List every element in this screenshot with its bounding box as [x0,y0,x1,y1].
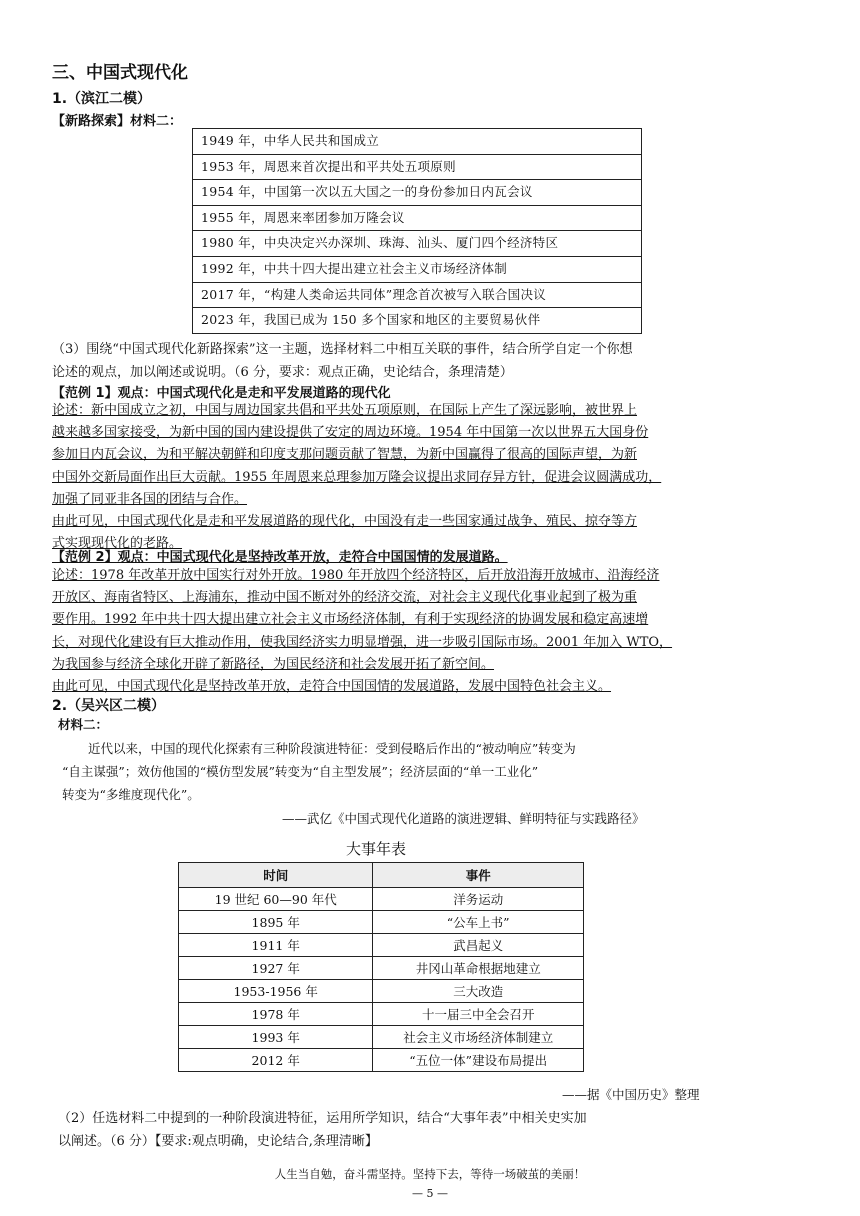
example-2-title: 【范例 2】观点：中国式现代化是坚持改革开放，走符合中国国情的发展道路。 [52,550,508,565]
table-row [179,934,584,957]
q1-material-label: 【新路探索】材料二： [52,114,183,129]
q1-question-line: （3）围绕“中国式现代化新路探索”这一主题，选择材料二中相互关联的事件，结合所学自定一个你想 [52,342,633,357]
timeline-row: 2017 年，“构建人类命运共同体”理念首次被写入联合国决议 [193,283,641,309]
table-row [179,911,584,934]
text-line: 为我国参与经济全球化开辟了新路径，为国民经济和社会发展开拓了新空间。 [52,656,495,672]
event-cell: 十一届三中全会召开 [373,1003,584,1026]
table-row [179,1003,584,1026]
table-source: ——据《中国历史》整理 [562,1087,700,1102]
timeline-row: 2023 年，我国已成为 150 多个国家和地区的主要贸易伙伴 [201,312,541,328]
time-cell: 1927 年 [179,957,373,980]
text-line: 由此可见，中国式现代化是坚持改革开放，走符合中国国情的发展道路，发展中国特色社会主义。 [52,679,612,695]
event-cell: 社会主义市场经济体制建立 [373,1026,584,1049]
table-header: 时间 [179,863,373,888]
example-1-title: 【范例 1】观点：中国式现代化是走和平发展道路的现代化 [52,386,391,401]
timeline-row: 1953 年，周恩来首次提出和平共处五项原则 [193,155,641,181]
timeline-row: 1980 年，中央决定兴办深圳、珠海、汕头、厦门四个经济特区 [193,231,641,257]
q2-question-line: 以阐述。（6 分）【要求:观点明确，史论结合,条理清晰】 [58,1134,378,1149]
footer-motto: 人生当自勉，奋斗需坚持。坚持下去，等待一场破茧的美丽！ [274,1167,586,1181]
timeline-row: 1955 年，周恩来率团参加万隆会议 [193,206,641,232]
event-cell: “公车上书” [373,911,584,934]
material-line: 近代以来，中国的现代化探索有三种阶段演进特征：受到侵略后作出的“被动响应”转变为 [88,741,576,756]
question-2-title: 2.（吴兴区二模） [52,698,166,714]
example-1-text [52,400,810,555]
time-cell: 1953-1956 年 [179,980,373,1003]
event-cell: 洋务运动 [373,888,584,911]
timeline-box [192,128,642,334]
table-row [179,888,584,911]
time-cell: 1911 年 [179,934,373,957]
text-line: 要作用。1992 年中共十四大提出建立社会主义市场经济体制，有利于实现经济的协调发展和稳定高速增 [52,612,649,628]
table-caption: 大事年表 [346,840,407,858]
time-cell: 19 世纪 60—90 年代 [179,888,373,911]
time-cell: 1993 年 [179,1026,373,1049]
q2-material-label: 材料二： [58,717,109,732]
material-line: “自主谋强”；效仿他国的“模仿型发展”转变为“自主型发展”；经济层面的“单一工业化” [62,764,539,779]
text-line: 中国外交新局面作出巨大贡献。1955 年周恩来总理参加万隆会议提出求同存异方针，促进会议圆满成功， [52,469,662,485]
text-line: 加强了同亚非各国的团结与合作。 [52,491,248,507]
event-cell: 武昌起义 [373,934,584,957]
events-table [178,862,584,1072]
event-cell: 井冈山革命根据地建立 [373,957,584,980]
section-title: 三、中国式现代化 [52,63,188,83]
time-cell: 1978 年 [179,1003,373,1026]
material-line: 转变为“多维度现代化”。 [62,787,200,802]
text-line: 式实现现代化的老路。 [52,536,183,552]
table-row [179,957,584,980]
text-line: 长，对现代化建设有巨大推动作用，使我国经济实力明显增强，进一步吸引国际市场。2001 年加入 WTO， [52,634,673,650]
timeline-row: 1949 年，中华人民共和国成立 [193,129,641,155]
text-line: 由此可见，中国式现代化是走和平发展道路的现代化，中国没有走一些国家通过战争、殖民、掠夺等方 [52,514,638,530]
text-line: 论述：1978 年改革开放中国实行对外开放。1980 年开放四个经济特区，后开放沿海开放城市、沿海经济 [52,568,660,583]
event-cell: 三大改造 [373,980,584,1003]
time-cell: 2012 年 [179,1049,373,1072]
text-line: 论述：新中国成立之初，中国与周边国家共倡和平共处五项原则，在国际上产生了深远影响，被世界上 [52,403,638,418]
quote-source: ——武亿《中国式现代化道路的演进逻辑、鲜明特征与实践路径》 [282,811,645,826]
table-row [179,980,584,1003]
event-cell: “五位一体”建设布局提出 [373,1049,584,1072]
table-row [179,1049,584,1072]
text-line: 越来越多国家接受，为新中国的国内建设提供了安定的周边环境。1954 年中国第一次以世界五大国身份 [52,425,649,441]
table-header: 事件 [373,863,584,888]
table-row [179,1026,584,1049]
question-1-title: 1.（滨江二模） [52,91,152,107]
timeline-row: 1954 年，中国第一次以五大国之一的身份参加日内瓦会议 [193,180,641,206]
time-cell: 1895 年 [179,911,373,934]
q2-question-line: （2）任选材料二中提到的一种阶段演进特征，运用所学知识，结合“大事年表”中相关史实加 [58,1111,587,1126]
text-line: 参加日内瓦会议，为和平解决朝鲜和印度支那问题贡献了智慧，为新中国赢得了很高的国际声望，为新 [52,447,638,463]
page-number: — 5 — [412,1187,448,1200]
q1-question-line: 论述的观点，加以阐述或说明。（6 分，要求：观点正确，史论结合，条理清楚） [52,365,513,380]
text-line: 开放区、海南省特区、上海浦东，推动中国不断对外的经济交流，对社会主义现代化事业起到了极为重 [52,590,638,606]
example-2-text [52,565,810,698]
timeline-row: 1992 年，中共十四大提出建立社会主义市场经济体制 [193,257,641,283]
